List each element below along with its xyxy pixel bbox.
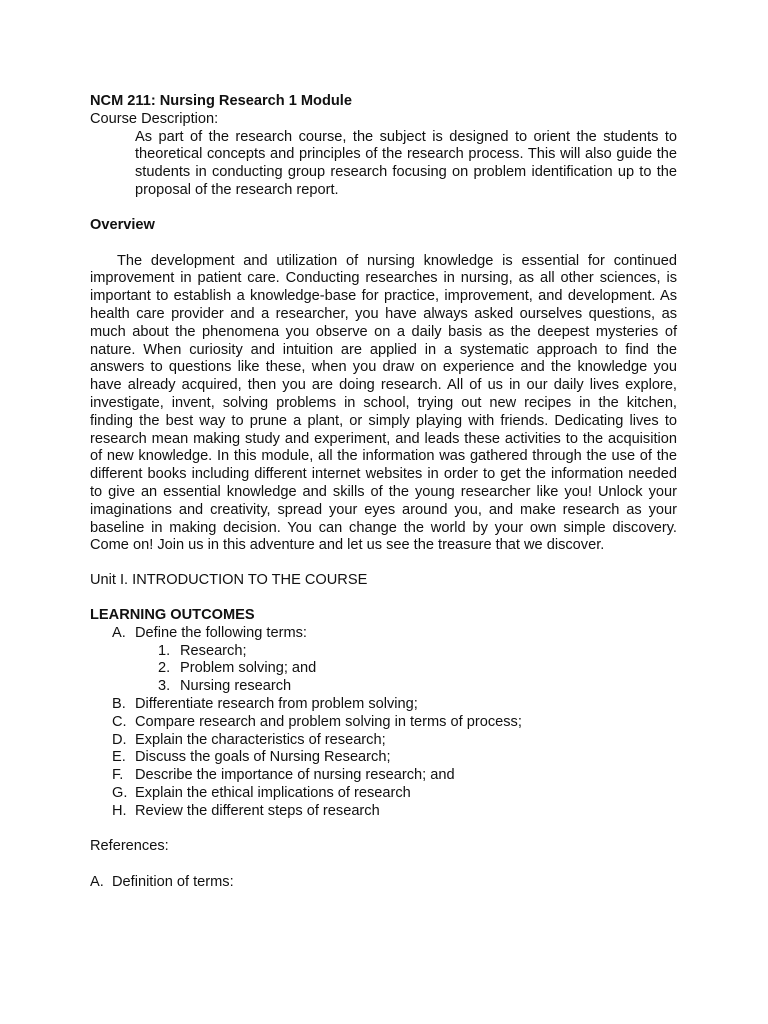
list-item [90, 696, 677, 714]
list-item [90, 785, 677, 803]
list-marker: E. [112, 749, 126, 766]
list-item-text: Problem solving; and [180, 660, 317, 677]
course-description-text: As part of the research course, the subject is designed to orient the students to theoretical concepts and principles of the research process. This will also guide the students in conducting group research focusing on problem identification up to the proposal of the research report. [135, 128, 677, 198]
list-item-text: Review the different steps of research [135, 802, 380, 819]
list-marker: 2. [158, 660, 171, 677]
list-item-text: Compare research and problem solving in terms of process; [135, 713, 522, 730]
list-item-text: Nursing research [180, 678, 292, 695]
references-label: References: [90, 838, 169, 855]
list-marker: C. [112, 713, 127, 730]
list-item [90, 625, 677, 696]
list-item-text: Describe the importance of nursing research; and [135, 767, 455, 784]
list-marker: A. [112, 624, 126, 641]
course-description-label: Course Description: [90, 110, 219, 127]
module-title: NCM 211: Nursing Research 1 Module [90, 93, 352, 109]
list-item-text: Differentiate research from problem solving; [135, 695, 418, 712]
list-marker: H. [112, 802, 127, 819]
terms-sublist [135, 643, 677, 696]
list-item-text: Research; [180, 642, 247, 659]
list-marker: G. [112, 784, 128, 801]
list-item [90, 803, 677, 821]
list-item [135, 643, 677, 661]
document-page [90, 93, 677, 892]
definition-of-terms-text: Definition of terms: [112, 874, 234, 891]
list-item [90, 732, 677, 750]
list-marker: F. [112, 767, 124, 784]
list-marker: 3. [158, 678, 171, 695]
list-marker: D. [112, 731, 127, 748]
list-item-text: Discuss the goals of Nursing Research; [135, 749, 391, 766]
definition-of-terms-item [90, 874, 677, 892]
list-item-text: Explain the characteristics of research; [135, 731, 386, 748]
list-item-text: Define the following terms: [135, 624, 307, 641]
list-item [135, 678, 677, 696]
list-item [90, 749, 677, 767]
overview-paragraph: The development and utilization of nursing knowledge is essential for continued improvement in patient care. Conducting researches in nursing, as all other sciences, is important to establish a knowledge-base for practice, improvement, and development. As health care provider and a researcher, you have always asked ourselves questions, as much about the phenomena you observe on a daily basis as the deepest mysteries of nature. When curiosity and intuition are applied in a systematic approach to find the answers to questions like these, when you draw on experience and the knowledge you have already acquired, then you are doing research. All of us in our daily lives explore, investigate, invent, solving problems in school, trying out new recipes in the kitchen, finding the best way to prune a plant, or simply playing with friends. Dedicating lives to research mean making study and experiment, and leads these activities to the acquisition of new knowledge. In this module, all the information was gathered through the use of the different books including different internet websites in order to get the information needed to give an essential knowledge and skills of the young researcher like you! Unlock your imaginations and creativity, spread your eyes around you, and make research as your baseline in making decision. You can change the world by your own simple discovery. Come on! Join us in this adventure and let us see the treasure that we discover. [90, 252, 677, 554]
list-item-text: Explain the ethical implications of research [135, 784, 411, 801]
learning-outcomes-heading: LEARNING OUTCOMES [90, 606, 255, 623]
overview-heading: Overview [90, 216, 155, 233]
unit-title: Unit I. INTRODUCTION TO THE COURSE [90, 572, 368, 589]
list-item [90, 714, 677, 732]
list-item [90, 767, 677, 785]
list-item [135, 660, 677, 678]
list-marker: 1. [158, 642, 171, 659]
list-marker: A. [90, 874, 104, 891]
learning-outcomes-list [90, 625, 677, 821]
list-marker: B. [112, 695, 126, 712]
